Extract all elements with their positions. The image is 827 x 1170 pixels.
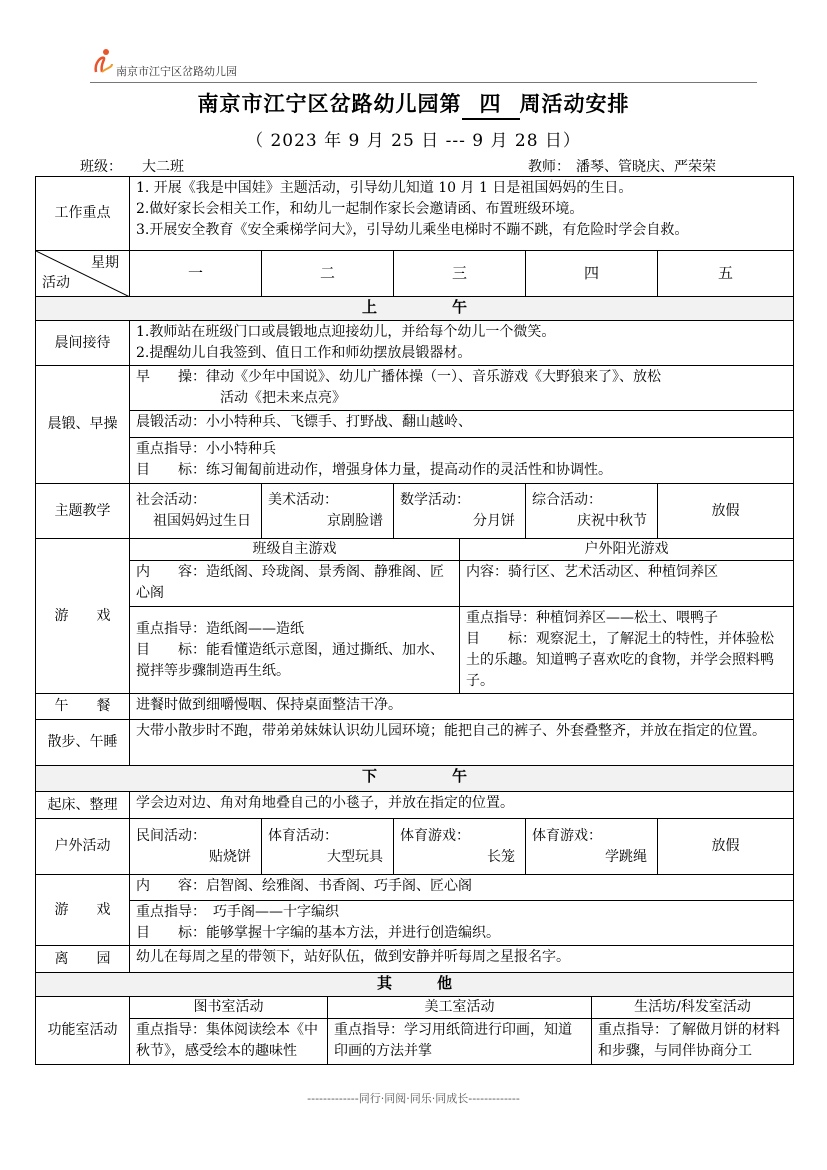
outdoor-holiday: 放假 <box>658 819 794 875</box>
focus-content: 1. 开展《我是中国娃》主题活动，引导幼儿知道 10 月 1 日是祖国妈妈的生日。 2.做好家长会相关工作，和幼儿一起制作家长会邀请函、布置班级环境。 3.开展安全教育《安全乘梯学问大》，引导幼儿乘坐电梯时不蹦不跳，有危险时学会自救。 <box>130 177 794 251</box>
rooms-label: 功能室活动 <box>36 997 130 1065</box>
games-pm-row-2 <box>36 901 794 946</box>
rooms-title-row <box>36 997 794 1019</box>
games-am-content-row <box>36 561 794 607</box>
date-range: （ 2023 年 9 月 25 日 --- 9 月 28 日） <box>246 131 581 151</box>
teacher-info: 教师： 潘琴、管晓庆、严荣荣 <box>528 156 740 177</box>
leave-label: 离 园 <box>36 946 130 973</box>
exercise-row-2 <box>36 411 794 438</box>
theme-cell-4: 综合活动： 庆祝中秋节 <box>526 484 658 539</box>
class-info: 班级： 大二班 <box>80 156 222 177</box>
day-4: 四 <box>526 251 658 297</box>
exercise-guide: 重点指导：小小特种兵 目 标：练习匍匐前进动作，增强身体力量，提高动作的灵活性和协调性。 <box>130 438 794 484</box>
afternoon-section-row <box>36 766 794 792</box>
wakeup-content: 学会边对边、角对角地叠自己的小毯子，并放在指定的位置。 <box>130 792 794 819</box>
reception-label: 晨间接待 <box>36 321 130 366</box>
exercise-label: 晨锻、早操 <box>36 366 130 484</box>
leave-content: 幼儿在每周之星的带领下，站好队伍，做到安静并听每周之星报名字。 <box>130 946 794 973</box>
day-5: 五 <box>658 251 794 297</box>
logo-text: 南京市江宁区岔路幼儿园 <box>116 65 237 78</box>
outdoor-cell-1: 民间活动： 贴烧饼 <box>130 819 262 875</box>
lunch-row <box>36 694 794 720</box>
theme-cell-1: 社会活动： 祖国妈妈过生日 <box>130 484 262 539</box>
nap-content: 大带小散步时不跑，带弟弟妹妹认识幼儿园环境；能把自己的裤子、外套叠整齐，并放在指定的位置。 <box>130 720 794 766</box>
library-title: 图书室活动 <box>130 997 328 1019</box>
games-pm-row-1 <box>36 875 794 901</box>
theme-holiday: 放假 <box>658 484 794 539</box>
lunch-label: 午 餐 <box>36 694 130 720</box>
afternoon-title: 下 午 <box>36 766 794 792</box>
class-game-content: 内 容：造纸阁、玲珑阁、景秀阁、静雅阁、匠心阁 <box>130 561 460 607</box>
nap-row <box>36 720 794 766</box>
outdoor-label: 户外活动 <box>36 819 130 875</box>
other-title: 其 他 <box>36 973 794 997</box>
theme-cell-3: 数学活动： 分月饼 <box>394 484 526 539</box>
games-pm-content: 内 容：启智阁、绘雅阁、书香阁、巧手阁、匠心阁 <box>130 875 794 901</box>
wakeup-row <box>36 792 794 819</box>
outdoor-cell-2: 体育活动： 大型玩具 <box>262 819 394 875</box>
games-pm-guide: 重点指导： 巧手阁——十字编织 目 标：能够掌握十字编的基本方法，并进行创造编织。 <box>130 901 794 946</box>
theme-row <box>36 484 794 539</box>
class-value: 大二班 <box>122 156 222 177</box>
class-game-guide: 重点指导：造纸阁——造纸 目 标：能看懂造纸示意图，通过撕纸、加水、搅拌等步骤制造再生纸。 <box>130 607 460 694</box>
exercise-row-3 <box>36 438 794 484</box>
day-2: 二 <box>262 251 394 297</box>
exercise-drill: 早 操：律动《少年中国说》、幼儿广播体操（一）、音乐游戏《大野狼来了》、放松 活动《把未来点亮》 <box>130 366 794 411</box>
wakeup-label: 起床、整理 <box>36 792 130 819</box>
teacher-value: 潘琴、管晓庆、严荣荣 <box>570 156 740 177</box>
outdoor-game-guide: 重点指导：种植饲养区——松土、喂鸭子 目 标：观察泥土，了解泥土的特性，并体验松土的乐趣。知道鸭子喜欢吃的食物，并学会照料鸭子。 <box>460 607 794 694</box>
other-section-row <box>36 973 794 997</box>
reception-row <box>36 321 794 366</box>
games-am-label: 游 戏 <box>36 539 130 694</box>
nap-label: 散步、午睡 <box>36 720 130 766</box>
day-1: 一 <box>130 251 262 297</box>
games-pm-label: 游 戏 <box>36 875 130 946</box>
focus-label: 工作重点 <box>36 177 130 251</box>
day-3: 三 <box>394 251 526 297</box>
exercise-row-1 <box>36 366 794 411</box>
games-am-title-row <box>36 539 794 561</box>
exercise-activity: 晨锻活动：小小特种兵、飞镖手、打野战、翻山越岭、 <box>130 411 794 438</box>
art-room-title: 美工室活动 <box>328 997 592 1019</box>
lunch-content: 进餐时做到细嚼慢咽、保持桌面整洁干净。 <box>130 694 794 720</box>
library-content: 重点指导：集体阅读绘本《中秋节》，感受绘本的趣味性 <box>130 1019 328 1065</box>
rooms-content-row <box>36 1019 794 1065</box>
theme-label: 主题教学 <box>36 484 130 539</box>
schedule-table <box>35 176 794 1065</box>
page-footer: -------------同行·同阅·同乐·同成长------------- <box>307 1092 520 1105</box>
morning-section-row <box>36 297 794 321</box>
life-room-title: 生活坊/科发室活动 <box>592 997 794 1019</box>
page-title: 南京市江宁区岔路幼儿园第 四 周活动安排 <box>0 88 827 120</box>
outdoor-game-content: 内容：骑行区、艺术活动区、种植饲养区 <box>460 561 794 607</box>
header-divider <box>90 82 757 83</box>
outdoor-game-title: 户外阳光游戏 <box>460 539 794 561</box>
focus-row <box>36 177 794 251</box>
corner-cell: 星期 活动 <box>36 251 130 297</box>
outdoor-cell-4: 体育游戏： 学跳绳 <box>526 819 658 875</box>
outdoor-row <box>36 819 794 875</box>
life-room-content: 重点指导：了解做月饼的材料和步骤，与同伴协商分工 <box>592 1019 794 1065</box>
art-room-content: 重点指导：学习用纸筒进行印画，知道印画的方法并掌 <box>328 1019 592 1065</box>
school-logo-icon <box>92 46 114 76</box>
week-header-row <box>36 251 794 297</box>
outdoor-cell-3: 体育游戏： 长笼 <box>394 819 526 875</box>
leave-row <box>36 946 794 973</box>
theme-cell-2: 美术活动： 京剧脸谱 <box>262 484 394 539</box>
games-am-guide-row <box>36 607 794 694</box>
class-game-title: 班级自主游戏 <box>130 539 460 561</box>
reception-content: 1.教师站在班级门口或晨锻地点迎接幼儿，并给每个幼儿一个微笑。 2.提醒幼儿自我签到、值日工作和师幼摆放晨锻器材。 <box>130 321 794 366</box>
morning-title: 上 午 <box>36 297 794 321</box>
week-number: 四 <box>462 88 520 120</box>
